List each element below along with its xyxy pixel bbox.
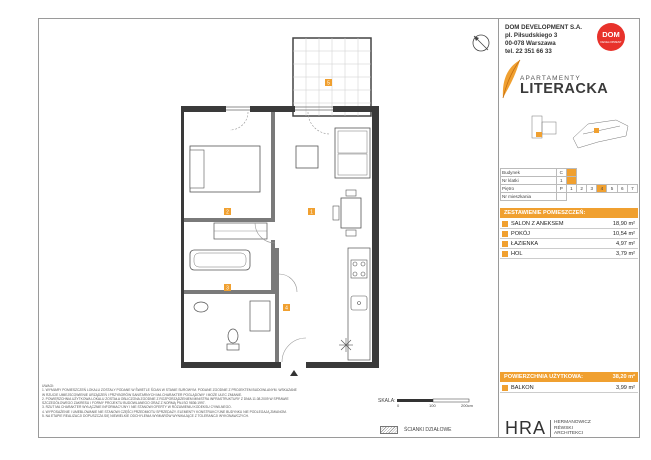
info-label: Nr klatki [501, 177, 557, 185]
total-area [500, 372, 638, 382]
room-number-badge [502, 385, 508, 391]
info-cell: 7 [627, 185, 637, 193]
info-cell: 1 [566, 185, 576, 193]
note-line: 2. POWIERZCHNIA UŻYTKOWA LOKALU ZOSTAŁA OBLICZONA ZGODNIE Z ROZPORZĄDZENIEM MINISTRA INFRASTRUKTURY Z DNIA 11.08.2009 W SPRAWIE [42, 396, 289, 401]
dining-table [341, 198, 361, 228]
room-tag-2: 2 [226, 209, 229, 216]
room-number-badge [502, 251, 508, 257]
architect-logo-mark: HRA [505, 418, 547, 438]
legend-label: ŚCIANKI DZIAŁOWE [404, 427, 452, 433]
info-row [501, 193, 638, 201]
info-cell: C [556, 169, 566, 177]
total-area-value: 38,20 m² [612, 374, 635, 380]
info-cell: 3 [587, 185, 597, 193]
note-line: SZCZEGÓŁOWEGO ZAKRESU I FORMY PROJEKTU BUDOWLANEGO ORAZ Z NORMĄ PN-ISO 9836:1997. [42, 401, 206, 406]
brand [520, 75, 608, 97]
info-row [501, 185, 638, 193]
note-line: 3. RZUT MA CHARAKTER WYŁĄCZNIE INFORMACYJNY I NIE STANOWI OFERTY W ROZUMIENIU KODEKSU CYWILNEGO. [42, 405, 232, 410]
room-tag-5: 5 [327, 80, 330, 87]
note-line: UWAGI: [42, 384, 54, 388]
info-label: Budynek [501, 169, 557, 177]
info-cell: 4 [597, 185, 607, 193]
architect-line: HERMANOWICZ [554, 420, 591, 426]
info-cell [566, 169, 576, 177]
note-line: 1. WYMIARY POMIESZCZEŃ LOKALU ZOSTAŁY PODANE W ŚWIETLE ŚCIAN W STANIE SUROWYM. PODANE ZGODNIE Z PROJEKTEM BUDOWLANYM. WSKAZANE [42, 388, 297, 393]
key-plan [528, 112, 633, 162]
info-cell: 1 [556, 177, 566, 185]
info-label: Nr mieszkania [501, 193, 557, 201]
chair-top [346, 190, 356, 196]
company-address-2: 00-078 Warszawa [505, 40, 556, 47]
architect-logo [505, 418, 591, 439]
rooms-title: ZESTAWIENIE POMIESZCZEŃ: [500, 208, 638, 218]
scale-bar [395, 395, 475, 409]
room-area: 10,54 m² [612, 230, 635, 237]
company-phone: tel. 22 351 66 33 [505, 48, 552, 55]
svg-text:DOM: DOM [602, 30, 620, 39]
scale-tick-1: 100 [429, 403, 436, 408]
architect-name [550, 420, 591, 437]
architect-line: RÉWSKI [554, 425, 573, 431]
room-number-badge [502, 231, 508, 237]
info-row [501, 177, 638, 185]
dom-development-logo [594, 22, 628, 52]
room-area: 3,79 m² [616, 250, 635, 257]
armchair [296, 146, 318, 168]
room-area: 18,90 m² [612, 220, 635, 227]
company-address-1: pl. Piłsudskiego 3 [505, 32, 558, 39]
room-row [500, 229, 638, 239]
info-row [501, 169, 638, 177]
brand-subtitle: APARTAMENTY [520, 75, 581, 82]
chair-left [333, 206, 339, 220]
toilet [227, 329, 239, 350]
room-area: 4,97 m² [616, 240, 635, 247]
washbasin [194, 302, 208, 312]
chair-bottom [346, 230, 356, 236]
fridge-marker [339, 338, 353, 352]
room-number-badge [502, 241, 508, 247]
info-cell: 5 [607, 185, 617, 193]
room-tag-3: 3 [226, 285, 229, 292]
note-line: 4. WYPOSAŻENIE I UMEBLOWANIE NIE STANOWI CZĘŚCI PRZEDMIOTU SPRZEDAŻY. ELEMENTY KONSTRUKCYJNE BUDYNKU NIE PODLEGAJĄ ZMIANOM. [42, 409, 287, 414]
pillow [190, 150, 204, 188]
info-table [500, 168, 638, 201]
balcony-tiles [293, 38, 371, 116]
room-name: ŁAZIENKA [511, 240, 539, 247]
brand-title: LITERACKA [520, 81, 609, 97]
rooms-list [500, 219, 638, 259]
entry-door-swing [282, 338, 306, 362]
svg-text:DEVELOPMENT: DEVELOPMENT [600, 40, 622, 44]
room-number-badge [502, 221, 508, 227]
info-cell: 6 [617, 185, 627, 193]
scale-label: SKALA: [378, 398, 396, 404]
feather-logo-icon [500, 58, 522, 100]
room-row [500, 239, 638, 249]
balcony-area: 3,99 m² [616, 384, 635, 391]
room-row [500, 219, 638, 229]
info-cell: P [556, 185, 566, 193]
shower-tray [250, 301, 270, 331]
scale-tick-0: 0 [397, 403, 400, 408]
room-tag-1: 1 [310, 209, 313, 216]
scale-tick-2: 200cm [461, 403, 474, 408]
company-name: DOM DEVELOPMENT S.A. [505, 24, 583, 31]
north-arrow-icon [470, 32, 492, 54]
entry-marker [290, 370, 298, 376]
partition-hatch-icon [380, 426, 398, 434]
legend [380, 426, 452, 434]
room-row [500, 249, 638, 259]
company-info [505, 24, 582, 56]
info-cell [556, 193, 566, 201]
room-name: HOL [511, 250, 523, 257]
info-label: Piętro [501, 185, 557, 193]
info-cell [566, 177, 576, 185]
info-cell: 2 [577, 185, 587, 193]
note-line: 5. NA ETAPIE REALIZACJI DOPUSZCZA SIĘ NIEWIELKIE ODCHYLENIA WYMIARÓW WYNIKAJĄCE Z TOLERANCJI WYKONAWCZYCH. [42, 414, 249, 419]
architect-line: ARCHITEKCI [554, 431, 584, 437]
room-tag-4: 4 [285, 305, 288, 312]
notes [42, 384, 372, 418]
balcony-name: BALKON [511, 384, 534, 391]
room-name: SALON Z ANEKSEM [511, 220, 564, 227]
note-line: W RZUCIE UMIEJSCOWIENIE URZĄDZEŃ I PRZYBORÓW SANITARNYCH MA CHARAKTER POGLĄDOWY I MOŻE ULEC ZMIANIE. [42, 392, 243, 397]
room-door-swing [230, 112, 248, 130]
balcony-row [500, 383, 638, 393]
floor-plan [38, 18, 498, 378]
room-name: POKÓJ [511, 230, 530, 237]
room-row [500, 383, 638, 393]
bathroom-door-swing [279, 274, 297, 292]
total-area-label: POWIERZCHNIA UŻYTKOWA: [504, 374, 584, 380]
